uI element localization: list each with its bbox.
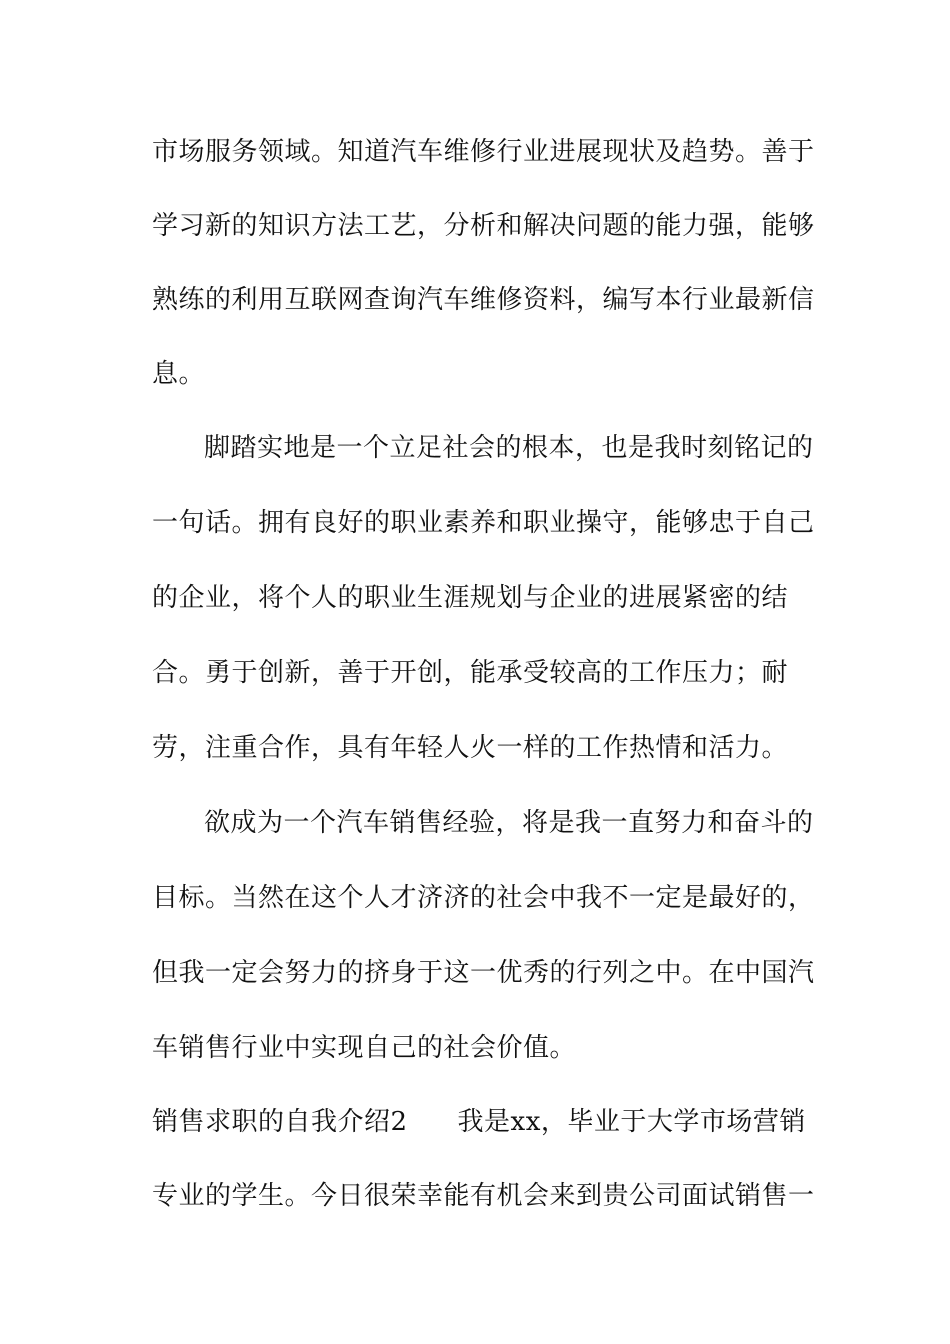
text-line: 息。 (152, 359, 206, 389)
text-line: 的企业，将个人的职业生涯规划与企业的进展紧密的结 (152, 583, 789, 613)
text-line: 合。勇于创新，善于开创，能承受较高的工作压力；耐 (152, 658, 789, 688)
text-line: 车销售行业中实现自己的社会价值。 (152, 1033, 577, 1063)
paragraph-first-line: 欲成为一个汽车销售经验，将是我一直努力和奋斗的 (204, 808, 814, 838)
section-heading: 销售求职的自我介绍2 (152, 1107, 408, 1137)
text-line: 熟练的利用互联网查询汽车维修资料，编写本行业最新信 (152, 285, 815, 315)
text-line: 专业的学生。今日很荣幸能有机会来到贵公司面试销售一 (152, 1181, 815, 1211)
text-line: 目标。当然在这个人才济济的社会中我不一定是最好的， (152, 883, 815, 913)
text-line: 学习新的知识方法工艺，分析和解决问题的能力强，能够 (152, 211, 815, 241)
section-heading-line (152, 1102, 806, 1142)
section-intro-text: 我是xx，毕业于大学市场营销 (457, 1107, 806, 1137)
text-line: 市场服务领域。知道汽车维修行业进展现状及趋势。善于 (152, 137, 815, 167)
text-line: 但我一定会努力的挤身于这一优秀的行列之中。在中国汽 (152, 958, 815, 988)
text-line: 劳，注重合作，具有年轻人火一样的工作热情和活力。 (152, 733, 789, 763)
text-line: 一句话。拥有良好的职业素养和职业操守，能够忠于自己 (152, 508, 815, 538)
paragraph-first-line: 脚踏实地是一个立足社会的根本，也是我时刻铭记的 (204, 433, 814, 463)
